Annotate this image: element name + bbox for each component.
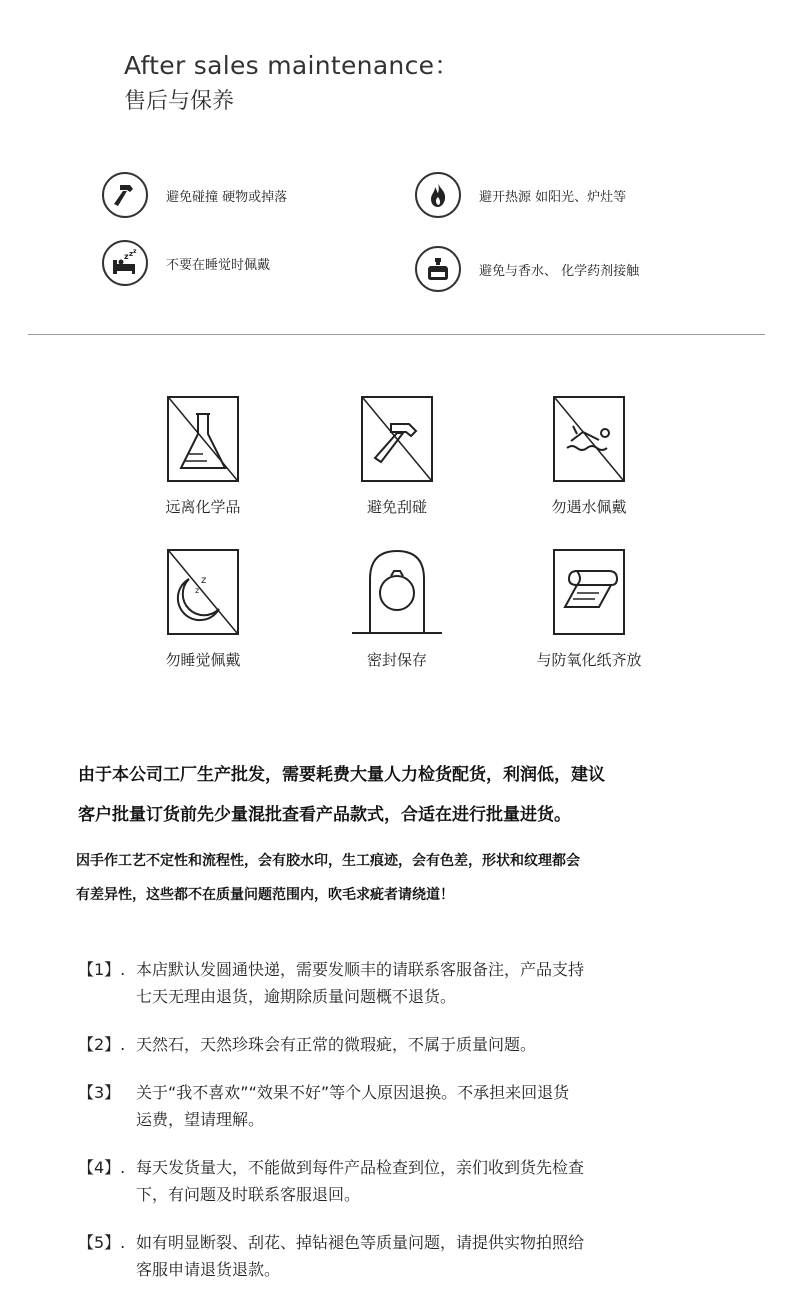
no-sleep-icon [167,549,239,635]
care-label: 避免刮碰 [366,498,427,516]
policy-text: 下，有问题及时联系客服退回。 [136,1185,361,1204]
tip-label: 避免碰撞 硬物或掉落 [166,189,288,205]
care-item-storage [322,549,472,670]
policy-item [78,1154,768,1208]
policy-text: 七天无理由退货，逾期除质量问题概不退货。 [136,987,457,1006]
svg-text:z: z [133,249,137,255]
policy-text: 关于“我不喜欢”“效果不好”等个人原因退换。不承担来回退货 [136,1083,570,1102]
policy-text: 客服申请退货退款。 [136,1260,281,1279]
policy-item [78,1031,768,1058]
no-water-icon [553,396,625,482]
notice-line: 有差异性，这些都不在质量问题范围内，吹毛求疵者请绕道！ [76,887,454,903]
policy-item [78,1079,768,1133]
care-label: 密封保存 [366,651,427,669]
sleep-icon [102,240,148,286]
perfume-icon [415,246,461,292]
svg-text:z: z [124,252,129,261]
hammer-icon [102,172,148,218]
notice-line: 客户批量订货前先少量混批查看产品款式，合适在进行批量进货。 [78,805,571,825]
policy-item [78,1229,768,1283]
policy-text: 每天发货量大，不能做到每件产品检查到位，亲们收到货先检查 [136,1158,585,1177]
care-item-scratch [322,396,472,517]
care-item-paper [514,549,664,670]
title-english: After sales maintenance： [124,51,460,80]
svg-text:z: z [129,250,134,258]
policy-text: 本店默认发圆通快递，需要发顺丰的请联系客服备注，产品支持 [136,960,585,979]
care-label: 与防氧化纸齐放 [536,651,642,669]
policy-text: 如有明显断裂、刮花、掉钻褪色等质量问题，请提供实物拍照给 [136,1233,585,1252]
care-label: 远离化学品 [165,498,241,516]
notice-line: 因手作工艺不定性和流程性，会有胶水印，生工痕迹，会有色差，形状和纹理都会 [76,853,580,869]
tip-label: 避免与香水、 化学药剂接触 [479,263,640,279]
policy-number: 【2】. [78,1035,126,1054]
title-chinese: 售后与保养 [124,89,235,114]
tip-avoid-perfume [415,246,639,292]
no-chemicals-icon [167,396,239,482]
svg-text:z: z [201,575,207,586]
handmade-notice [0,850,790,918]
tip-label: 不要在睡觉时佩戴 [166,257,271,273]
policy-number: 【1】. [78,960,126,979]
svg-text:z: z [195,586,200,595]
policy-number: 【4】. [78,1158,126,1177]
tissue-paper-icon [553,549,625,635]
care-item-chemicals [128,396,278,517]
care-label: 勿睡觉佩戴 [165,651,241,669]
notice-line: 由于本公司工厂生产批发，需要耗费大量人力检货配货，利润低，建议 [78,765,605,785]
care-label: 勿遇水佩戴 [551,498,627,516]
no-scratch-icon [361,396,433,482]
care-item-water [514,396,664,517]
care-item-sleep [128,549,278,670]
policy-number: 【5】. [78,1233,126,1252]
section-divider [28,334,765,335]
return-policy-list [78,956,768,1304]
wholesale-notice [0,760,790,840]
tip-label: 避开热源 如阳光、炉灶等 [479,189,627,205]
tip-avoid-heat [415,172,626,218]
tip-avoid-collision [102,172,287,218]
sealed-storage-icon [342,549,452,635]
policy-number: 【3】 [78,1083,121,1102]
policy-text: 运费，望请理解。 [136,1110,265,1129]
policy-text: 天然石，天然珍珠会有正常的微瑕疵，不属于质量问题。 [136,1035,537,1054]
policy-item [78,956,768,1010]
tip-no-sleep [102,240,270,286]
fire-icon [415,172,461,218]
